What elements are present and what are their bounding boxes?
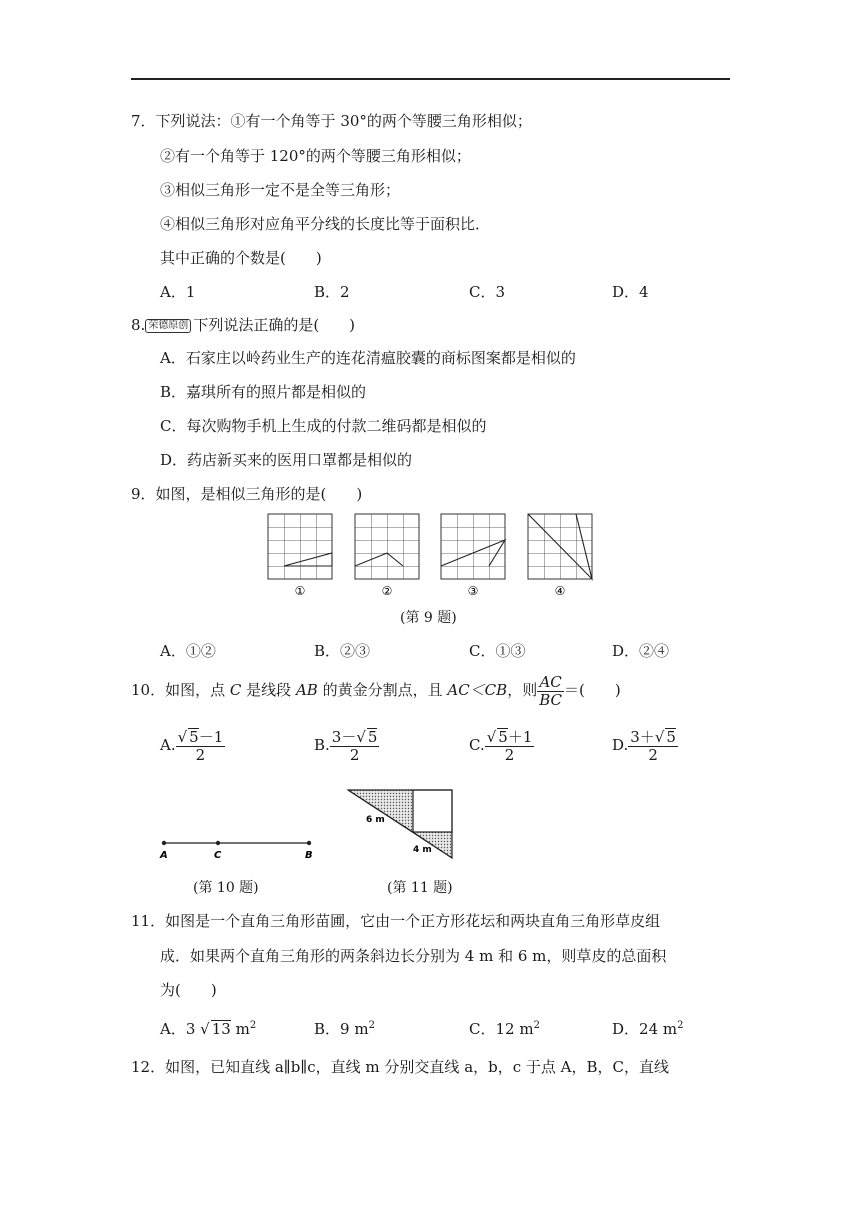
q10-stem xyxy=(131,672,621,709)
q9-grid-figures xyxy=(262,510,607,600)
q11-caption: (第 11 题) xyxy=(387,880,453,896)
q11-option-d xyxy=(612,1016,683,1039)
q10-stem-b: 是线段 xyxy=(246,681,292,699)
q10-option-d: D. $\frac{3+√ 5}{2}$ xyxy=(612,728,676,764)
q11-line-3: 为( ) xyxy=(160,981,217,999)
q10-opt-d-den: 2 xyxy=(648,746,658,764)
q11-triangle-figure xyxy=(344,786,459,864)
q11-opt-a-label: A．3 xyxy=(160,1020,201,1038)
q8-option-a: A．石家庄以岭药业生产的连花清瘟胶囊的商标图案都是相似的 xyxy=(160,349,576,367)
q10-option-c: C. $\frac{√ 5+1}{2}$ xyxy=(469,728,533,764)
q10-opt-a-tail: －1 xyxy=(198,728,224,746)
q10-frac-den: BC xyxy=(539,690,562,709)
q10-opt-c-label: C. xyxy=(469,736,485,754)
q10-opt-a-label: A. xyxy=(160,736,176,754)
q10-opt-d-radicand: 5 xyxy=(666,728,676,746)
q10-opt-a-den: 2 xyxy=(195,746,206,764)
q9-option-a: A．①② xyxy=(160,642,216,660)
q11-option-a: A．3 √ 13 $m^2$ xyxy=(160,1020,257,1038)
q11-label-4m: 4 m xyxy=(413,845,432,855)
q10-segment-figure xyxy=(155,835,325,865)
q7-stem: 7．下列说法：①有一个角等于 30°的两个等腰三角形相似； xyxy=(131,112,532,130)
q8-original-badge: 荣德原创 xyxy=(145,319,191,333)
q8-option-b: B．嘉琪所有的照片都是相似的 xyxy=(160,383,367,401)
q11-label-6m: 6 m xyxy=(366,815,385,825)
q8-stem-line xyxy=(131,315,355,335)
q10-opt-b-den: 2 xyxy=(349,746,360,764)
q12-stem: 12．如图，已知直线 a∥b∥c，直线 m 分别交直线 a，b，c 于点 A，B，C，直线 xyxy=(131,1058,670,1076)
q9-grid-3 xyxy=(441,514,505,579)
q11-opt-c-text: C．12 m xyxy=(469,1020,534,1038)
q10-stem-e: ＝( ) xyxy=(563,681,621,699)
q10-point-c: C xyxy=(229,681,242,699)
q10-caption: (第 10 题) xyxy=(193,880,259,896)
q10-opt-d-lead: 3＋ xyxy=(630,728,655,746)
q9-option-c: C．①③ xyxy=(469,642,526,660)
q9-grid-4 xyxy=(528,514,592,579)
q10-segment-ab: AB xyxy=(295,681,318,699)
q11-opt-d-sup: 2 xyxy=(677,1020,684,1031)
q9-label-2: ② xyxy=(381,584,393,598)
q9-option-d: D．②④ xyxy=(612,642,670,660)
q9-label-1: ① xyxy=(294,584,306,598)
q8-option-c: C．每次购物手机上生成的付款二维码都是相似的 xyxy=(160,417,487,435)
q9-label-3: ③ xyxy=(467,584,479,598)
q10-stem-d: ，则 xyxy=(507,681,538,699)
q8-number: 8. xyxy=(131,316,146,334)
q11-opt-b-sup: 2 xyxy=(368,1020,375,1031)
q8-option-d: D．药店新买来的医用口罩都是相似的 xyxy=(160,451,413,469)
q10-opt-b-label: B. xyxy=(314,736,330,754)
q10-label-c: C xyxy=(214,850,222,861)
q9-caption: (第 9 题) xyxy=(400,610,457,626)
q7-option-c: C．3 xyxy=(469,283,506,301)
q9-stem: 9．如图，是相似三角形的是( ) xyxy=(131,485,363,503)
q10-condition: AC＜CB xyxy=(447,681,508,699)
q7-statement-3: ③相似三角形一定不是全等三角形； xyxy=(160,181,401,199)
q10-option-b: B. $\frac{3-√ 5}{2}$ xyxy=(314,728,378,764)
q11-line-1: 11．如图是一个直角三角形苗圃，它由一个正方形花坛和两块直角三角形草皮组 xyxy=(131,912,661,930)
q11-opt-a-radicand: 13 xyxy=(211,1020,231,1038)
q9-label-4: ④ xyxy=(554,584,566,598)
q10-stem-c: 的黄金分割点，且 xyxy=(322,681,443,699)
q10-opt-b-radicand: 5 xyxy=(367,728,378,746)
q8-stem: 下列说法正确的是( ) xyxy=(193,316,356,334)
q10-opt-d-label: D. xyxy=(612,736,629,754)
q11-option-c xyxy=(469,1016,540,1039)
q11-option-b xyxy=(314,1016,375,1039)
q11-line-2: 成．如果两个直角三角形的两条斜边长分别为 4 m 和 6 m，则草皮的总面积 xyxy=(160,947,667,965)
q10-frac-num: AC xyxy=(537,674,564,692)
q7-option-d: D．4 xyxy=(612,283,649,301)
q10-opt-c-radicand: 5 xyxy=(498,728,508,746)
q10-option-a: A. $\frac{√ 5-1}{2}$ xyxy=(160,728,224,764)
q11-opt-a-sup: 2 xyxy=(249,1020,257,1031)
q7-statement-4: ④相似三角形对应角平分线的长度比等于面积比． xyxy=(160,215,491,233)
q10-label-b: B xyxy=(305,850,313,861)
q11-opt-d-text: D．24 m xyxy=(612,1020,678,1038)
q10-label-a: A xyxy=(160,850,168,861)
q7-ask: 其中正确的个数是( ) xyxy=(160,249,322,267)
q9-option-b: B．②③ xyxy=(314,642,371,660)
q11-opt-a-unit: m xyxy=(230,1020,250,1038)
q11-opt-b-text: B．9 m xyxy=(314,1020,369,1038)
q10-opt-a-radicand: 5 xyxy=(189,728,199,746)
q10-opt-c-den: 2 xyxy=(504,746,515,764)
q9-grid-1 xyxy=(268,514,332,579)
q10-stem-a: 10．如图，点 xyxy=(131,681,226,699)
header-rule xyxy=(131,78,730,80)
q11-opt-c-sup: 2 xyxy=(533,1020,540,1031)
q10-opt-c-tail: ＋1 xyxy=(507,728,533,746)
q9-grid-2 xyxy=(355,514,419,579)
q7-statement-2: ②有一个角等于 120°的两个等腰三角形相似； xyxy=(160,147,471,165)
q10-fraction xyxy=(537,674,564,709)
q10-opt-b-lead: 3－ xyxy=(331,728,357,746)
q7-option-b: B．2 xyxy=(314,283,350,301)
q7-option-a: A．1 xyxy=(160,283,196,301)
